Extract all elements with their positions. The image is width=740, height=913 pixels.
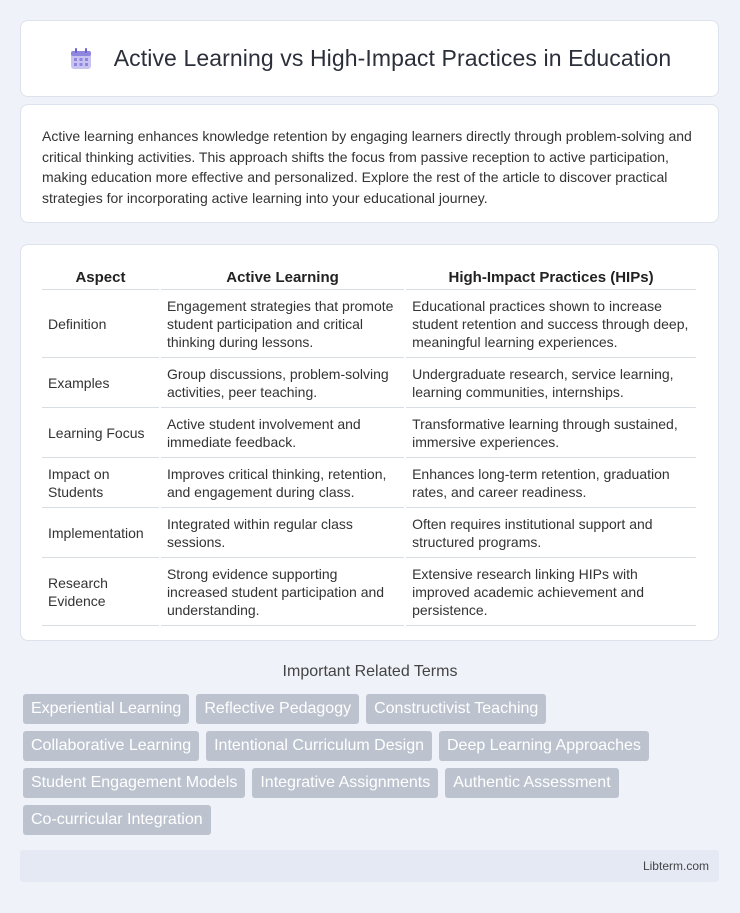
table-row (42, 508, 696, 558)
row-aspect: Learning Focus (42, 408, 159, 458)
row-hips: Enhances long-term retention, graduation rates, and career readiness. (406, 458, 696, 508)
related-term-tag[interactable]: Intentional Curriculum Design (206, 731, 432, 761)
row-hips: Undergraduate research, service learning, learning communities, internships. (406, 358, 696, 408)
related-term-tag[interactable]: Experiential Learning (23, 694, 189, 724)
intro-text: Active learning enhances knowledge retention by engaging learners directly through problem-solving and critical thinking activities. This approach shifts the focus from passive reception to active participation, making education more effective and personalized. Explore the rest of the article to discover practical strategies for incorporating active learning into your educational journey. (42, 128, 692, 206)
related-term-tag[interactable]: Deep Learning Approaches (439, 731, 649, 761)
row-hips: Educational practices shown to increase student retention and success through deep, meaningful learning experiences. (406, 290, 696, 358)
footer-site-link[interactable]: Libterm.com (642, 859, 709, 873)
table-header-row (42, 264, 696, 290)
related-term-tag[interactable]: Integrative Assignments (252, 768, 438, 798)
row-active-learning: Engagement strategies that promote student participation and critical thinking during lessons. (161, 290, 404, 358)
related-terms-title: Important Related Terms (282, 663, 458, 680)
related-term-tag[interactable]: Constructivist Teaching (366, 694, 546, 724)
header-aspect: Aspect (42, 264, 159, 290)
table-row (42, 358, 696, 408)
table-row (42, 558, 696, 626)
row-active-learning: Strong evidence supporting increased student participation and understanding. (161, 558, 404, 626)
row-aspect: Definition (42, 290, 159, 358)
comparison-table-card (20, 244, 719, 641)
table-row (42, 458, 696, 508)
related-term-tag[interactable]: Reflective Pedagogy (196, 694, 359, 724)
row-active-learning: Integrated within regular class sessions. (161, 508, 404, 558)
title-card (20, 20, 719, 97)
table-row (42, 408, 696, 458)
row-hips: Transformative learning through sustained, immersive experiences. (406, 408, 696, 458)
table-row (42, 290, 696, 358)
calendar-grid-icon (68, 46, 94, 72)
comparison-table (40, 264, 698, 626)
intro-card (20, 104, 719, 223)
related-term-tag[interactable]: Collaborative Learning (23, 731, 199, 761)
footer (20, 850, 719, 882)
header-active-learning: Active Learning (161, 264, 404, 290)
row-active-learning: Group discussions, problem-solving activities, peer teaching. (161, 358, 404, 408)
row-aspect: Implementation (42, 508, 159, 558)
page-title: Active Learning vs High-Impact Practices in Education (113, 45, 672, 71)
related-term-tag[interactable]: Authentic Assessment (445, 768, 618, 798)
row-hips: Extensive research linking HIPs with improved academic achievement and persistence. (406, 558, 696, 626)
row-active-learning: Improves critical thinking, retention, and engagement during class. (161, 458, 404, 508)
row-active-learning: Active student involvement and immediate feedback. (161, 408, 404, 458)
header-hips: High-Impact Practices (HIPs) (406, 264, 696, 290)
related-term-tag[interactable]: Co-curricular Integration (23, 805, 211, 835)
row-aspect: Examples (42, 358, 159, 408)
related-term-tag[interactable]: Student Engagement Models (23, 768, 245, 798)
row-aspect: Impact on Students (42, 458, 159, 508)
row-aspect: Research Evidence (42, 558, 159, 626)
related-terms-list (23, 694, 703, 835)
row-hips: Often requires institutional support and structured programs. (406, 508, 696, 558)
